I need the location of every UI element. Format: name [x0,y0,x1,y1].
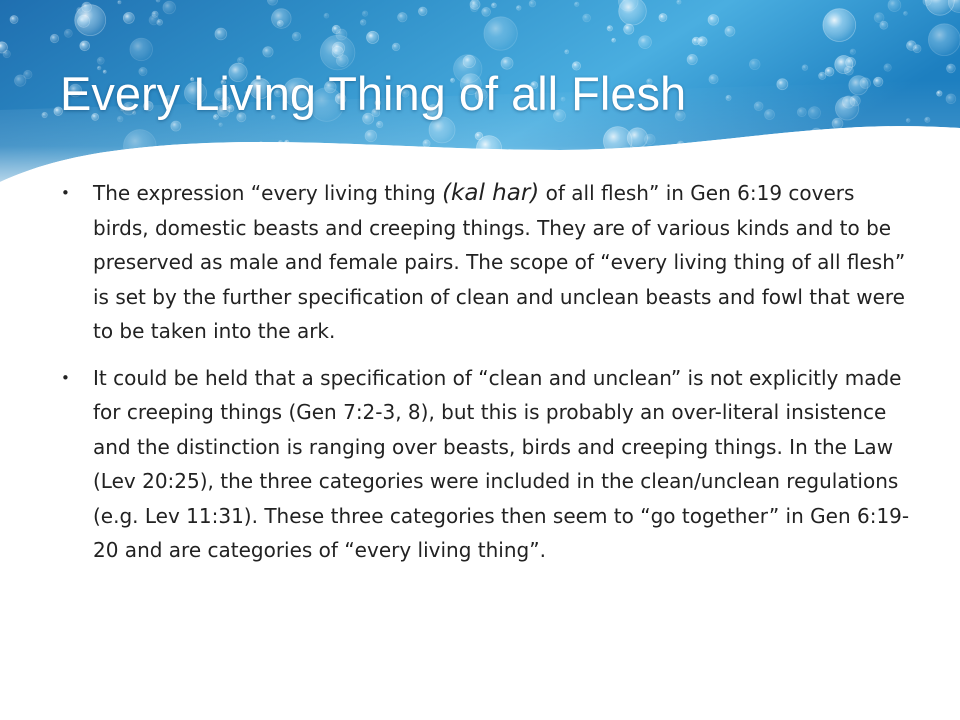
bubble-shape [687,54,697,64]
bubble-shape [802,65,808,71]
bubble-shape [470,0,480,9]
bubble-shape [823,9,856,42]
bubble-shape [888,0,901,12]
bubble-shape [418,7,427,16]
bubble-shape [923,0,931,5]
bubble-shape [708,14,719,25]
bubble-shape [529,0,536,7]
bubble-shape [874,13,884,23]
bullet-text: It could be held that a specification of “clean and unclean” is not explicitly made for creeping things (Gen 7:2-3, 8), but this is probably an over-literal insistence and the distinction is ranging over beasts, birds and creeping things. In the Law (Lev 20:25), the three categories were included in the clean/unclean regulations (e.g. Lev 11:31). These three categories then seem to “go together” in Gen 6:19-20 and are categories of “every living thing”. [93,365,910,562]
bubble-shape [332,25,340,33]
bubble-shape [928,24,960,56]
bubble-shape [825,67,834,76]
slide-title: Every Living Thing of all Flesh [60,67,687,120]
bubble-shape [484,17,517,50]
bubble-shape [64,29,72,37]
bubble-shape [123,12,134,23]
bubble-shape [565,50,569,54]
bubble-shape [619,0,647,25]
bullet-text-part: of all flesh” in Gen 6:19 covers birds, domestic beasts and creeping things. They are of various kinds and to be preserved as male and female pairs. The scope of “every living thing of all flesh” is set by the further specification of clean and unclean beasts and fowl that were to be taken into the ark. [93,181,906,343]
bubble-shape [156,0,160,2]
bubble-shape [392,43,400,51]
bubble-shape [292,32,301,41]
bullet-marker: • [61,184,70,202]
bubble-shape [80,41,90,51]
bubble-shape [360,20,366,26]
bubble-shape [0,42,7,53]
bubble-shape [583,14,591,22]
bubble-shape [50,34,58,42]
bullet-emphasis: (kal har) [442,180,540,206]
bubble-shape [947,64,956,73]
bubble-shape [398,13,407,22]
bubble-shape [639,36,652,49]
bullet-marker: • [61,368,70,387]
bubble-shape [904,12,908,16]
bubble-shape [659,14,667,22]
bubble-shape [75,5,106,36]
bubble-shape [482,7,491,16]
bubble-shape [215,28,227,40]
bubble-shape [367,31,379,43]
bullet-list [60,176,910,580]
bubble-shape [607,26,612,31]
bubble-shape [884,64,891,71]
bubble-shape [163,1,176,14]
bubble-shape [835,56,853,74]
bubble-shape [575,2,579,6]
bullet-item [60,176,910,349]
bubble-shape [118,1,121,4]
bubble-shape [819,72,826,79]
bubble-shape [324,13,329,18]
bubble-shape [907,41,917,51]
bubble-shape [709,75,718,84]
bubble-shape [149,15,159,25]
bubble-shape [677,0,681,4]
bubble-shape [263,47,273,57]
bubble-shape [24,70,32,78]
bubble-shape [692,37,700,45]
bubble-shape [277,20,283,26]
bubble-shape [749,59,760,70]
bullet-item [60,361,910,568]
bubble-shape [130,38,153,61]
bubble-shape [516,6,521,11]
bubble-shape [492,3,497,8]
bubble-shape [725,26,735,36]
bubble-shape [10,16,18,24]
bubble-shape [624,24,634,34]
bubble-shape [850,49,855,54]
bubble-shape [612,38,616,42]
bullet-text-part: The expression “every living thing [93,181,443,205]
bubble-shape [362,11,367,16]
